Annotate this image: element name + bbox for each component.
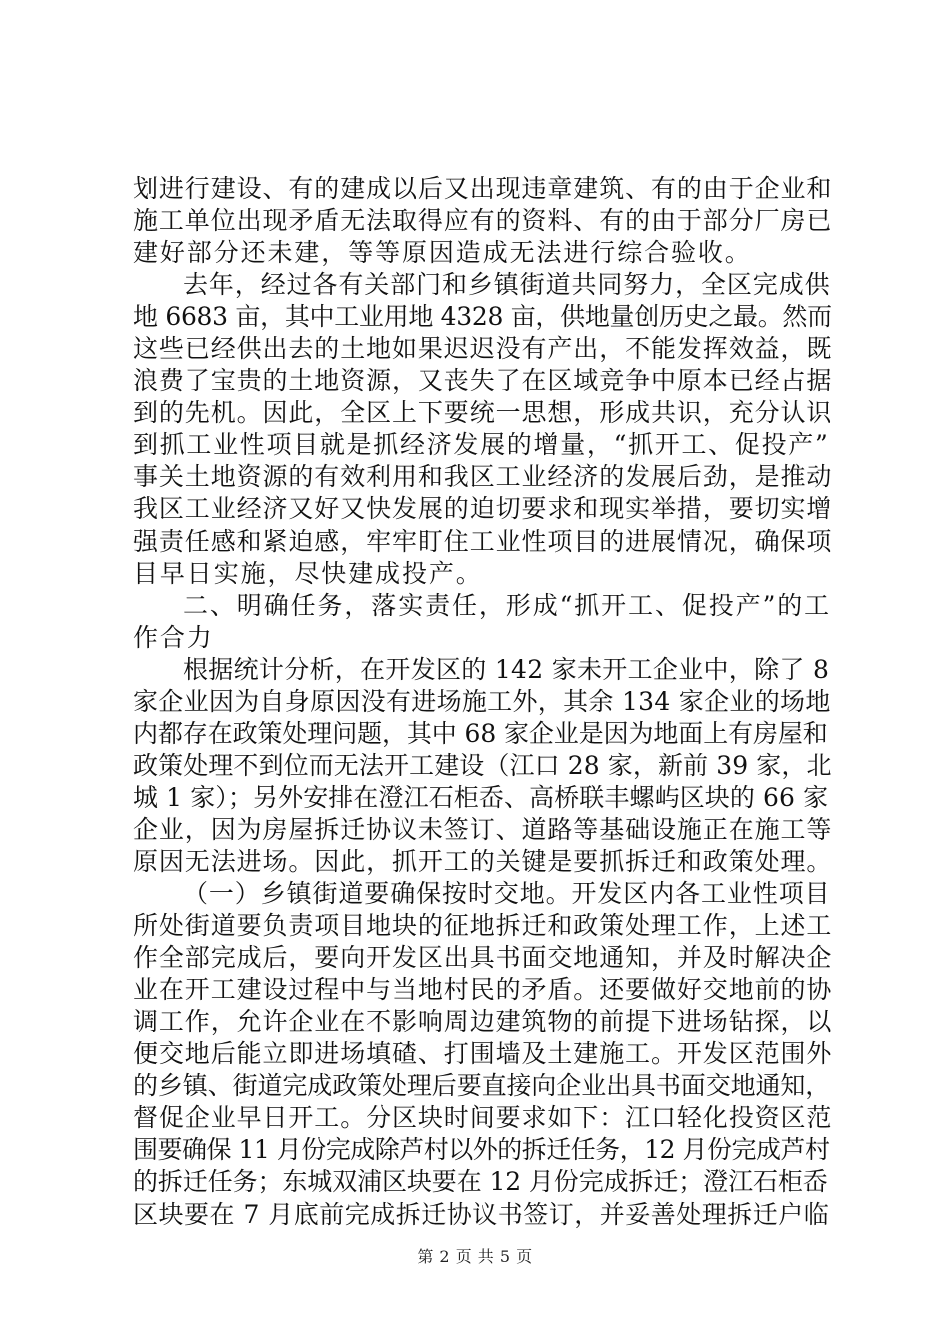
document-body (133, 174, 833, 1232)
text-line: 便交地后能立即进场填碴、打围墙及土建施工。开发区范围外 (133, 1039, 833, 1069)
text-line: 地 6683 亩，其中工业用地 4328 亩，供地量创历史之最。然而 (133, 302, 832, 332)
text-line: 企业，因为房屋拆迁协议未签订、道路等基础设施正在施工等 (133, 814, 833, 844)
paragraph-start-line: 根据统计分析，在开发区的 142 家未开工企业中，除了 8 (183, 654, 830, 684)
text-line: 调工作，允许企业在不影响周边建筑物的前提下进场钻探，以 (133, 1007, 833, 1037)
text-line: 所处街道要负责项目地块的征地拆迁和政策处理工作，上述工 (133, 911, 833, 941)
text-line: 的乡镇、街道完成政策处理后要直接向企业出具书面交地通知， (133, 1071, 831, 1101)
text-line: 这些已经供出去的土地如果迟迟没有产出，不能发挥效益，既 (133, 334, 833, 364)
text-line: 原因无法进场。因此，抓开工的关键是要抓拆迁和政策处理。 (133, 846, 833, 876)
text-line: 城 1 家）；另外安排在澄江石柜岙、高桥联丰螺屿区块的 66 家 (133, 782, 829, 812)
text-line: 作全部完成后，要向开发区出具书面交地通知，并及时解决企 (133, 943, 833, 973)
text-line: 政策处理不到位而无法开工建设（江口 28 家，新前 39 家，北 (133, 750, 832, 780)
text-line: 到抓工业性项目就是抓经济发展的增量，“抓开工、促投产” (133, 430, 830, 460)
section-heading-line: 二、明确任务，落实责任，形成“抓开工、促投产”的工 (183, 590, 832, 620)
text-line: 我区工业经济又好又快发展的迫切要求和现实举措，要切实增 (133, 494, 833, 524)
section-heading-line: 作合力 (133, 622, 214, 652)
text-line: 督促企业早日开工。分区块时间要求如下：江口轻化投资区范 (133, 1103, 833, 1133)
text-line: 事关土地资源的有效利用和我区工业经济的发展后劲，是推动 (133, 462, 833, 492)
text-line: 到的先机。因此，全区上下要统一思想，形成共识，充分认识 (133, 398, 833, 428)
text-line: 区块要在 7 月底前完成拆迁协议书签订，并妥善处理拆迁户临 (133, 1199, 830, 1229)
paragraph-start-line: 去年，经过各有关部门和乡镇街道共同努力，全区完成供 (183, 270, 831, 300)
text-line: 围要确保 11 月份完成除芦村以外的拆迁任务，12 月份完成芦村 (133, 1135, 830, 1165)
text-line: 目早日实施，尽快建成投产。 (133, 558, 483, 588)
subsection-heading-line: （一）乡镇街道要确保按时交地。开发区内各工业性项目 (183, 879, 831, 909)
text-line: 强责任感和紧迫感，牢牢盯住工业性项目的进展情况，确保项 (133, 526, 833, 556)
text-line: 施工单位出现矛盾无法取得应有的资料、有的由于部分厂房已 (133, 206, 833, 236)
text-line: 内都存在政策处理问题，其中 68 家企业是因为地面上有房屋和 (133, 718, 828, 748)
text-line: 家企业因为自身原因没有进场施工外，其余 134 家企业的场地 (133, 686, 831, 716)
text-line: 业在开工建设过程中与当地村民的矛盾。还要做好交地前的协 (133, 975, 833, 1005)
text-line: 建好部分还未建，等等原因造成无法进行综合验收。 (133, 238, 752, 268)
text-line: 划进行建设、有的建成以后又出现违章建筑、有的由于企业和 (133, 174, 833, 203)
page-number-footer: 第 2 页 共 5 页 (417, 1247, 533, 1266)
text-line: 的拆迁任务；东城双浦区块要在 12 月份完成拆迁；澄江石柜岙 (133, 1167, 828, 1197)
text-line: 浪费了宝贵的土地资源，又丧失了在区域竞争中原本已经占据 (133, 366, 833, 396)
